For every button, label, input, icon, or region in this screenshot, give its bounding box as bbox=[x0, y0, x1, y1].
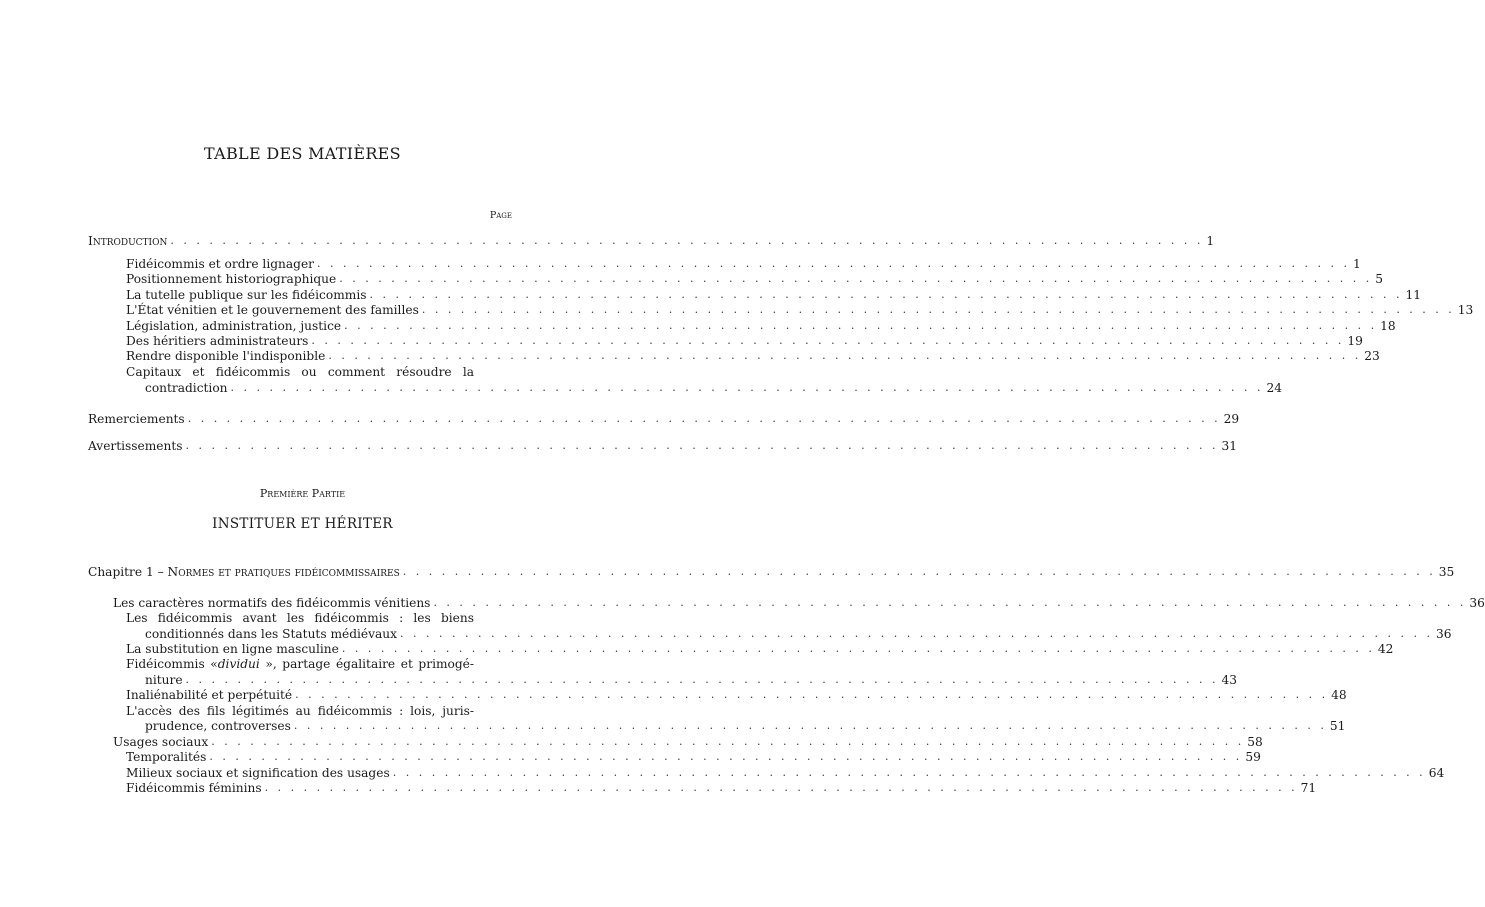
toc-entry-section[interactable]: Usages sociaux . . . . . . . . . . . . . . . . . . . . . . . . . . . . . . . . . . . . . . . . . . . . . . . . . . . . . . . . . . . . . . . . . . . . . . . . . . . . . . . . 58 bbox=[113, 735, 1263, 749]
toc-entry-section[interactable]: Les caractères normatifs des fidéicommis vénitiens . . . . . . . . . . . . . . . . . . . . . . . . . . . . . . . . . . . . . . . . . . . . . . . . . . . . . . . . . . . . . . . . . . . . . . . . . . . . . . . . 36 bbox=[113, 596, 1485, 610]
toc-entry-introduction[interactable]: Introduction . . . . . . . . . . . . . . . . . . . . . . . . . . . . . . . . . . . . . . . . . . . . . . . . . . . . . . . . . . . . . . . . . . . . . . . . . . . . . . . . 1 bbox=[88, 234, 1215, 248]
toc-entry-continuation[interactable]: conditionnés dans les Statuts médiévaux . . . . . . . . . . . . . . . . . . . . . . . . . . . . . . . . . . . . . . . . . . . . . . . . . . . . . . . . . . . . . . . . . . . . . . . . . . . . . . . . 36 bbox=[145, 627, 1452, 641]
part-title: INSTITUER ET HÉRITER bbox=[212, 516, 393, 532]
toc-entry-continuation[interactable]: prudence, controverses . . . . . . . . . . . . . . . . . . . . . . . . . . . . . . . . . . . . . . . . . . . . . . . . . . . . . . . . . . . . . . . . . . . . . . . . . . . . . . . . 51 bbox=[145, 719, 1346, 733]
toc-entry[interactable]: Positionnement historiographique . . . . . . . . . . . . . . . . . . . . . . . . . . . . . . . . . . . . . . . . . . . . . . . . . . . . . . . . . . . . . . . . . . . . . . . . . . . . . . . . 5 bbox=[126, 272, 1383, 286]
toc-entry[interactable]: La substitution en ligne masculine . . . . . . . . . . . . . . . . . . . . . . . . . . . . . . . . . . . . . . . . . . . . . . . . . . . . . . . . . . . . . . . . . . . . . . . . . . . . . . . . 42 bbox=[126, 642, 1394, 656]
page-column-label: Page bbox=[489, 210, 512, 221]
toc-entry-wrapped[interactable]: Les fidéicommis avant les fidéicommis : les biens bbox=[126, 611, 474, 625]
toc-entry[interactable]: L'État vénitien et le gouvernement des familles . . . . . . . . . . . . . . . . . . . . . . . . . . . . . . . . . . . . . . . . . . . . . . . . . . . . . . . . . . . . . . . . . . . . . . . . . . . . . . . . 13 bbox=[126, 303, 1474, 317]
toc-entry-wrapped[interactable]: Fidéicommis «dividui », partage égalitaire et primogé- bbox=[126, 657, 474, 671]
toc-entry-continuation[interactable]: contradiction . . . . . . . . . . . . . . . . . . . . . . . . . . . . . . . . . . . . . . . . . . . . . . . . . . . . . . . . . . . . . . . . . . . . . . . . . . . . . . . . 24 bbox=[145, 381, 1282, 395]
toc-entry[interactable]: Fidéicommis et ordre lignager . . . . . . . . . . . . . . . . . . . . . . . . . . . . . . . . . . . . . . . . . . . . . . . . . . . . . . . . . . . . . . . . . . . . . . . . . . . . . . . . 1 bbox=[126, 257, 1361, 271]
toc-entry-wrapped[interactable]: L'accès des fils légitimés au fidéicommis : lois, juris- bbox=[126, 704, 474, 718]
toc-entry[interactable]: Rendre disponible l'indisponible . . . . . . . . . . . . . . . . . . . . . . . . . . . . . . . . . . . . . . . . . . . . . . . . . . . . . . . . . . . . . . . . . . . . . . . . . . . . . . . . 23 bbox=[126, 349, 1380, 363]
page-title: TABLE DES MATIÈRES bbox=[204, 144, 401, 163]
toc-entry-remerciements[interactable]: Remerciements . . . . . . . . . . . . . . . . . . . . . . . . . . . . . . . . . . . . . . . . . . . . . . . . . . . . . . . . . . . . . . . . . . . . . . . . . . . . . . . . 29 bbox=[88, 412, 1240, 426]
table-of-contents bbox=[88, 0, 1485, 907]
part-label: Première Partie bbox=[259, 487, 346, 500]
toc-entry[interactable]: La tutelle publique sur les fidéicommis . . . . . . . . . . . . . . . . . . . . . . . . . . . . . . . . . . . . . . . . . . . . . . . . . . . . . . . . . . . . . . . . . . . . . . . . . . . . . . . . 11 bbox=[126, 288, 1421, 302]
toc-entry[interactable]: Fidéicommis féminins . . . . . . . . . . . . . . . . . . . . . . . . . . . . . . . . . . . . . . . . . . . . . . . . . . . . . . . . . . . . . . . . . . . . . . . . . . . . . . . . 71 bbox=[126, 781, 1317, 795]
toc-entry[interactable]: Temporalités . . . . . . . . . . . . . . . . . . . . . . . . . . . . . . . . . . . . . . . . . . . . . . . . . . . . . . . . . . . . . . . . . . . . . . . . . . . . . . . . 59 bbox=[126, 750, 1261, 764]
toc-entry-wrapped[interactable]: Capitaux et fidéicommis ou comment résoudre la bbox=[126, 365, 474, 379]
toc-entry[interactable]: Milieux sociaux et signification des usages . . . . . . . . . . . . . . . . . . . . . . . . . . . . . . . . . . . . . . . . . . . . . . . . . . . . . . . . . . . . . . . . . . . . . . . . . . . . . . . . 64 bbox=[126, 766, 1445, 780]
toc-entry-chapter-1[interactable]: Chapitre 1 – Normes et pratiques fidéicommissaires . . . . . . . . . . . . . . . . . . . . . . . . . . . . . . . . . . . . . . . . . . . . . . . . . . . . . . . . . . . . . . . . . . . . . . . . . . . . . . . . 35 bbox=[88, 565, 1455, 579]
toc-entry-avertissements[interactable]: Avertissements . . . . . . . . . . . . . . . . . . . . . . . . . . . . . . . . . . . . . . . . . . . . . . . . . . . . . . . . . . . . . . . . . . . . . . . . . . . . . . . . 31 bbox=[88, 439, 1238, 453]
toc-entry[interactable]: Législation, administration, justice . . . . . . . . . . . . . . . . . . . . . . . . . . . . . . . . . . . . . . . . . . . . . . . . . . . . . . . . . . . . . . . . . . . . . . . . . . . . . . . . 18 bbox=[126, 319, 1396, 333]
toc-entry[interactable]: Inaliénabilité et perpétuité . . . . . . . . . . . . . . . . . . . . . . . . . . . . . . . . . . . . . . . . . . . . . . . . . . . . . . . . . . . . . . . . . . . . . . . . . . . . . . . . 48 bbox=[126, 688, 1347, 702]
toc-entry[interactable]: Des héritiers administrateurs . . . . . . . . . . . . . . . . . . . . . . . . . . . . . . . . . . . . . . . . . . . . . . . . . . . . . . . . . . . . . . . . . . . . . . . . . . . . . . . . 19 bbox=[126, 334, 1363, 348]
toc-entry-continuation[interactable]: niture . . . . . . . . . . . . . . . . . . . . . . . . . . . . . . . . . . . . . . . . . . . . . . . . . . . . . . . . . . . . . . . . . . . . . . . . . . . . . . . . 43 bbox=[145, 673, 1238, 687]
